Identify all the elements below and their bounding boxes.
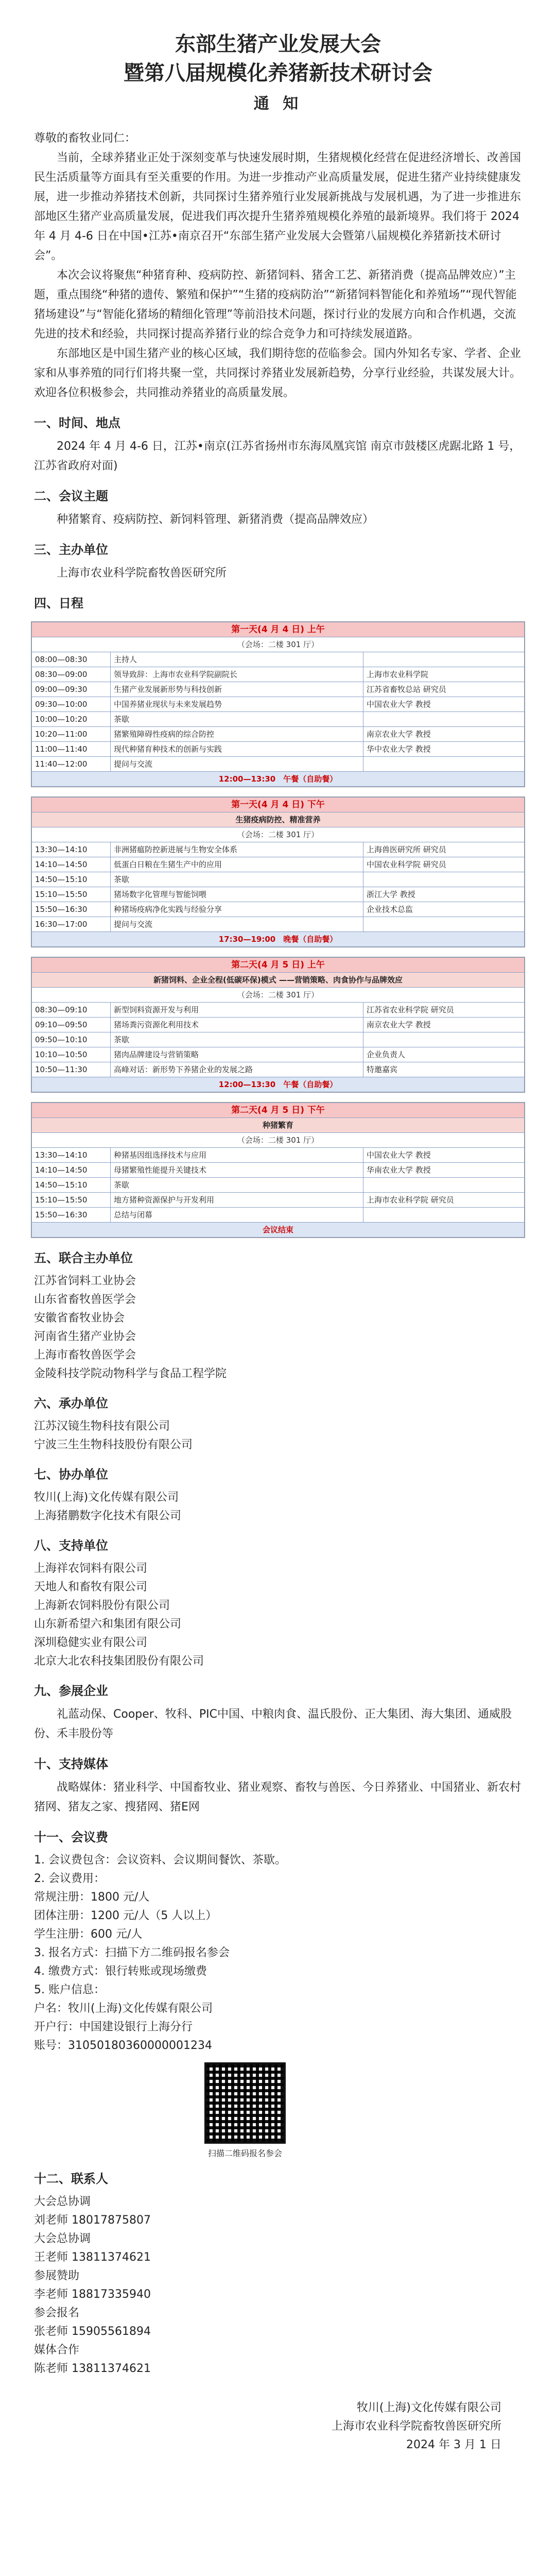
agenda-time: 11:00—11:40 (32, 742, 111, 757)
agenda-row (32, 742, 525, 757)
agenda-time: 14:50—15:10 (32, 872, 111, 887)
list-line: 上海市畜牧兽医学会 (34, 1349, 136, 1362)
agenda-row (32, 1047, 525, 1062)
organizers (0, 1249, 556, 2454)
intro-paragraph: 本次会议将聚焦“种猪育种、疫病防控、新猪饲料、猪舍工艺、新猪消费（提高品牌效应）”主题，重点围绕“种猪的遗传、繁殖和保护”“生猪的疫病防治”“新猪饲料智能化和养殖场”“现代智能猪场建设”与“智能化猪场的精细化管理”等前沿技术问题，探讨行业的发展方向和合作机遇，交流先进的技术和经验，共同探讨提高养猪行业的综合竞争力和可持续发展道路。 (34, 269, 517, 341)
list-line: 安徽省畜牧业协会 (34, 1312, 125, 1325)
list-line: 刘老师 18017875807 (34, 2214, 151, 2227)
agenda-row (32, 1018, 525, 1032)
contacts-list (34, 2193, 522, 2378)
agenda-topic: 种猪场疫病净化实践与经验分享 (111, 902, 363, 917)
section-theme-title: 二、会议主题 (34, 489, 108, 503)
agenda-speaker: 上海市农业科学院 (363, 667, 525, 682)
agenda-topic: 猪场粪污资源化利用技术 (111, 1018, 363, 1032)
list-line: 上海新农饲料股份有限公司 (34, 1599, 170, 1612)
section-host-title: 三、主办单位 (34, 543, 108, 557)
media-title: 十、支持媒体 (34, 1757, 108, 1771)
co-host-list (34, 1272, 522, 1383)
agenda-topic: 低蛋白日粮在生猪生产中的应用 (111, 857, 363, 872)
list-line: 陈老师 13811374621 (34, 2362, 151, 2375)
salutation: 尊敬的畜牧业同仁： (34, 132, 136, 145)
agenda-speaker: 江苏省农业科学院 研究员 (363, 1003, 525, 1018)
agenda-day1-pm (31, 796, 525, 947)
list-line: 牧川(上海)文化传媒有限公司 (34, 1491, 179, 1504)
agenda-topic: 中国养猪业现状与未来发展趋势 (111, 697, 363, 712)
agenda-speaker: 江苏省畜牧总站 研究员 (363, 682, 525, 697)
list-line: 常规注册：1800 元/人 (34, 1891, 150, 1904)
list-line: 上海祥农饲料有限公司 (34, 1562, 148, 1575)
agenda-row (32, 697, 525, 712)
list-line: 5. 账户信息： (34, 1984, 105, 1996)
agenda-row (32, 1178, 525, 1193)
agenda-topic: 茶歇 (111, 872, 363, 887)
section-agenda-title: 四、日程 (34, 596, 83, 611)
agenda-row (32, 682, 525, 697)
list-line: 大会总协调 (34, 2195, 91, 2208)
agenda-topic: 茶歇 (111, 1032, 363, 1047)
agenda-time: 15:10—15:50 (32, 1193, 111, 1208)
agenda-speaker: 华中农业大学 教授 (363, 742, 525, 757)
agenda-rows (32, 1148, 525, 1223)
agenda-time: 14:10—14:50 (32, 857, 111, 872)
agenda-row (32, 652, 525, 667)
section-time-title: 一、时间、地点 (34, 416, 120, 430)
organizer-list (34, 1417, 522, 1454)
agenda-row (32, 1032, 525, 1047)
agenda-speaker: 上海市农业科学院 研究员 (363, 1193, 525, 1208)
agenda-row (32, 1193, 525, 1208)
supporter-title: 八、支持单位 (34, 1538, 108, 1553)
agenda-time: 09:10—09:50 (32, 1018, 111, 1032)
venue: （会场：二楼 301 厅） (32, 827, 525, 842)
agenda-topic: 生猪产业发展新形势与科技创新 (111, 682, 363, 697)
list-line: 江苏省饲料工业协会 (34, 1275, 136, 1287)
list-line: 深圳稳健实业有限公司 (34, 1636, 148, 1649)
agenda-footer: 会议结束 (32, 1223, 525, 1238)
agenda-row (32, 917, 525, 932)
list-line: 北京大北农科技集团股份有限公司 (34, 1655, 204, 1668)
section-time-text: 2024 年 4 月 4-6 日，江苏•南京(江苏省扬州市东海凤凰宾馆 南京市鼓楼区虎踞北路 1 号，江苏省政府对面) (34, 440, 521, 472)
agenda-topic: 种猪基因组选择技术与应用 (111, 1148, 363, 1163)
agenda-time: 16:30—17:00 (32, 917, 111, 932)
list-line: 牧川(上海)文化传媒有限公司 (356, 2401, 501, 2414)
agenda-speaker: 南京农业大学 教授 (363, 1018, 525, 1032)
co-organizer-list (34, 1488, 522, 1526)
organizer-title: 六、承办单位 (34, 1396, 108, 1411)
agenda-row (32, 1163, 525, 1178)
agenda-rows (32, 1003, 525, 1077)
section-host-text: 上海市农业科学院畜牧兽医研究所 (57, 567, 227, 580)
list-line: 2. 会议费用： (34, 1872, 105, 1885)
agenda-time: 13:30—14:10 (32, 1148, 111, 1163)
agenda-row (32, 887, 525, 902)
day-heading: 第一天(4 月 4 日) 上午 (32, 622, 525, 637)
agenda-topic: 茶歇 (111, 712, 363, 727)
agenda-time: 09:00—09:30 (32, 682, 111, 697)
list-line: 2024 年 3 月 1 日 (406, 2438, 501, 2451)
agenda-topic: 茶歇 (111, 1178, 363, 1193)
agenda-topic: 新型饲料资源开发与利用 (111, 1003, 363, 1018)
list-line: 学生注册：600 元/人 (34, 1928, 143, 1941)
qr-code[interactable] (204, 2062, 286, 2144)
agenda-speaker: 企业技术总监 (363, 902, 525, 917)
co-organizer-title: 七、协办单位 (34, 1467, 108, 1482)
list-line: 天地人和畜牧有限公司 (34, 1581, 148, 1594)
agenda-speaker (363, 1032, 525, 1047)
session-band: 生猪疫病防控、精准营养 (32, 812, 525, 827)
list-line: 山东新希望六和集团有限公司 (34, 1618, 182, 1631)
intro-paragraph: 当前，全球养猪业正处于深刻变革与快速发展时期，生猪规模化经营在促进经济增长、改善国民生活质量等方面具有至关重要的作用。为进一步推动产业高质量发展，促进生猪产业持续健康发展，进一步推动养猪技术创新，共同探讨生猪养殖行业发展新挑战与发展机遇，为了进一步推进东部地区生猪产业高质量发展，促进我们再次提升生猪养殖规模化养殖的最新境界。我们将于 2024 年 4 月 4-6 日在中国•江苏•南京召开“东部生猪产业发展大会暨第八届规模化养猪新技术研讨会”。 (34, 151, 522, 262)
agenda-topic: 提问与交流 (111, 917, 363, 932)
agenda-speaker (363, 872, 525, 887)
agenda-row (32, 757, 525, 772)
agenda-time: 14:10—14:50 (32, 1163, 111, 1178)
title-line1: 东部生猪产业发展大会 (175, 32, 381, 56)
agenda-time: 08:30—09:00 (32, 667, 111, 682)
agenda-day2-am (31, 957, 525, 1093)
agenda-time: 08:00—08:30 (32, 652, 111, 667)
exhibitors-title: 九、参展企业 (34, 1684, 108, 1698)
agenda-topic: 总结与闭幕 (111, 1208, 363, 1223)
agenda-row (32, 857, 525, 872)
intro (0, 129, 556, 612)
agenda-row (32, 872, 525, 887)
agenda-time: 10:20—11:00 (32, 727, 111, 742)
agenda-speaker (363, 652, 525, 667)
agenda-time: 11:40—12:00 (32, 757, 111, 772)
list-line: 媒体合作 (34, 2344, 80, 2357)
list-line: 张老师 15905561894 (34, 2325, 151, 2338)
day-heading: 第二天(4 月 5 日) 上午 (32, 958, 525, 973)
agenda-topic: 非洲猪瘟防控新进展与生物安全体系 (111, 842, 363, 857)
list-line: 参会报名 (34, 2307, 80, 2319)
list-line: 江苏汉镜生物科技有限公司 (34, 1420, 170, 1433)
agenda-time: 08:30—09:10 (32, 1003, 111, 1018)
agenda-row (32, 1208, 525, 1223)
agenda-speaker: 南京农业大学 教授 (363, 727, 525, 742)
exhibitors-text: 礼蓝动保、Cooper、牧科、PIC中国、中粮肉食、温氏股份、正大集团、海大集团、通威股份、禾丰股份等 (34, 1708, 512, 1740)
media-text: 战略媒体：猪业科学、中国畜牧业、猪业观察、畜牧与兽医、今日养猪业、中国猪业、新农村猪网、猪友之家、搜猪网、猪E网 (34, 1781, 522, 1814)
signoff (34, 2399, 501, 2454)
agenda-day1-am (31, 621, 525, 787)
list-line: 1. 会议费包含：会议资料、会议期间餐饮、茶歇。 (34, 1854, 286, 1867)
list-line: 李老师 18817335940 (34, 2288, 151, 2301)
agenda-speaker (363, 712, 525, 727)
list-line: 河南省生猪产业协会 (34, 1330, 136, 1343)
agenda-footer: 12:00—13:30 午餐（自助餐） (32, 772, 525, 787)
list-line: 王老师 13811374621 (34, 2251, 151, 2264)
intro-paragraph: 东部地区是中国生猪产业的核心区域，我们期待您的莅临参会。国内外知名专家、学者、企业家和从事养殖的同行们将共聚一堂，共同探讨养猪业发展新趋势，分享行业经验，共谋发展大计。欢迎各位积极参会，共同推动养猪业的高质量发展。 (34, 347, 522, 399)
agenda-time: 13:30—14:10 (32, 842, 111, 857)
list-line: 参展赞助 (34, 2269, 80, 2282)
agenda-rows (32, 842, 525, 932)
agenda-day2-pm (31, 1102, 525, 1238)
agenda-topic: 母猪繁殖性能提升关键技术 (111, 1163, 363, 1178)
agenda-row (32, 712, 525, 727)
agenda-row (32, 1148, 525, 1163)
contacts-title: 十二、联系人 (34, 2172, 108, 2186)
agenda-footer: 12:00—13:30 午餐（自助餐） (32, 1077, 525, 1092)
agenda-footer: 17:30—19:00 晚餐（自助餐） (32, 932, 525, 947)
agenda-time: 10:00—10:20 (32, 712, 111, 727)
section-theme-text: 种猪繁育、疫病防控、新饲料管理、新猪消费（提高品牌效应） (57, 513, 374, 526)
day-heading: 第二天(4 月 5 日) 下午 (32, 1103, 525, 1118)
agenda-speaker: 特邀嘉宾 (363, 1062, 525, 1077)
agenda-speaker: 上海兽医研究所 研究员 (363, 842, 525, 857)
list-line: 大会总协调 (34, 2232, 91, 2245)
list-line: 户名：牧川(上海)文化传媒有限公司 (34, 2002, 213, 2015)
agenda-row (32, 1062, 525, 1077)
agenda-time: 09:30—10:00 (32, 697, 111, 712)
agenda-topic: 现代种猪育种技术的创新与实践 (111, 742, 363, 757)
list-line: 金陵科技学院动物科学与食品工程学院 (34, 1367, 227, 1380)
agenda-time: 15:50—16:30 (32, 902, 111, 917)
list-line: 宁波三生生物科技股份有限公司 (34, 1438, 193, 1451)
agenda-topic: 猪繁殖障碍性疫病的综合防控 (111, 727, 363, 742)
agenda-time: 10:10—10:50 (32, 1047, 111, 1062)
agenda-time: 09:50—10:10 (32, 1032, 111, 1047)
fees-title: 十一、会议费 (34, 1830, 108, 1844)
agenda-row (32, 727, 525, 742)
agenda-topic: 主持人 (111, 652, 363, 667)
list-line: 4. 缴费方式：银行转账或现场缴费 (34, 1965, 207, 1978)
agenda-row (32, 1003, 525, 1018)
agenda-time: 10:50—11:30 (32, 1062, 111, 1077)
qr-caption: 扫描二维码报名参会 (207, 2148, 282, 2158)
agenda-topic: 高峰对话：新形势下养猪企业的发展之路 (111, 1062, 363, 1077)
agenda-time: 15:10—15:50 (32, 887, 111, 902)
agenda-rows (32, 652, 525, 772)
agenda-speaker: 中国农业大学 教授 (363, 697, 525, 712)
notice-label: 通 知 (253, 95, 303, 113)
session-band: 新猪饲料、企业全程(低碳环保)模式 ——营销策略、肉食协作与品牌效应 (32, 973, 525, 988)
session-band: 种猪繁育 (32, 1118, 525, 1133)
agenda-time: 15:50—16:30 (32, 1208, 111, 1223)
list-line: 上海市农业科学院畜牧兽医研究所 (331, 2420, 501, 2433)
qr-block (188, 2062, 302, 2159)
agenda-row (32, 902, 525, 917)
fees-list (34, 1851, 522, 2055)
agenda-topic: 提问与交流 (111, 757, 363, 772)
day-heading: 第一天(4 月 4 日) 下午 (32, 798, 525, 812)
list-line: 山东省畜牧兽医学会 (34, 1293, 136, 1306)
agenda-row (32, 842, 525, 857)
agenda-row (32, 667, 525, 682)
agenda-speaker (363, 757, 525, 772)
agenda-speaker (363, 1208, 525, 1223)
agenda-topic: 猪肉品牌建设与营销策略 (111, 1047, 363, 1062)
list-line: 账号：31050180360000001234 (34, 2039, 212, 2052)
venue: （会场：二楼 301 厅） (32, 1133, 525, 1148)
agenda-speaker: 中国农业科学院 研究员 (363, 857, 525, 872)
list-line: 上海猪鹏数字化技术有限公司 (34, 1510, 182, 1522)
agenda-speaker (363, 1178, 525, 1193)
agenda-time: 14:50—15:10 (32, 1178, 111, 1193)
agenda-topic: 地方猪种资源保护与开发利用 (111, 1193, 363, 1208)
agenda-speaker: 浙江大学 教授 (363, 887, 525, 902)
signoff-list (34, 2399, 501, 2454)
agenda-topic: 猪场数字化管理与智能饲喂 (111, 887, 363, 902)
list-line: 开户行：中国建设银行上海分行 (34, 2021, 193, 2033)
agenda-speaker: 中国农业大学 教授 (363, 1148, 525, 1163)
agenda-topic: 领导致辞：上海市农业科学院副院长 (111, 667, 363, 682)
co-host-title: 五、联合主办单位 (34, 1251, 133, 1265)
venue: （会场：二楼 301 厅） (32, 637, 525, 652)
venue: （会场：二楼 301 厅） (32, 988, 525, 1003)
supporter-list (34, 1560, 522, 1671)
agenda-speaker (363, 917, 525, 932)
agenda-speaker: 企业负责人 (363, 1047, 525, 1062)
list-line: 3. 报名方式：扫描下方二维码报名参会 (34, 1946, 230, 1959)
agenda-speaker: 华南农业大学 教授 (363, 1163, 525, 1178)
title-line2: 暨第八届规模化养猪新技术研讨会 (124, 61, 432, 85)
list-line: 团体注册：1200 元/人（5 人以上） (34, 1909, 217, 1922)
